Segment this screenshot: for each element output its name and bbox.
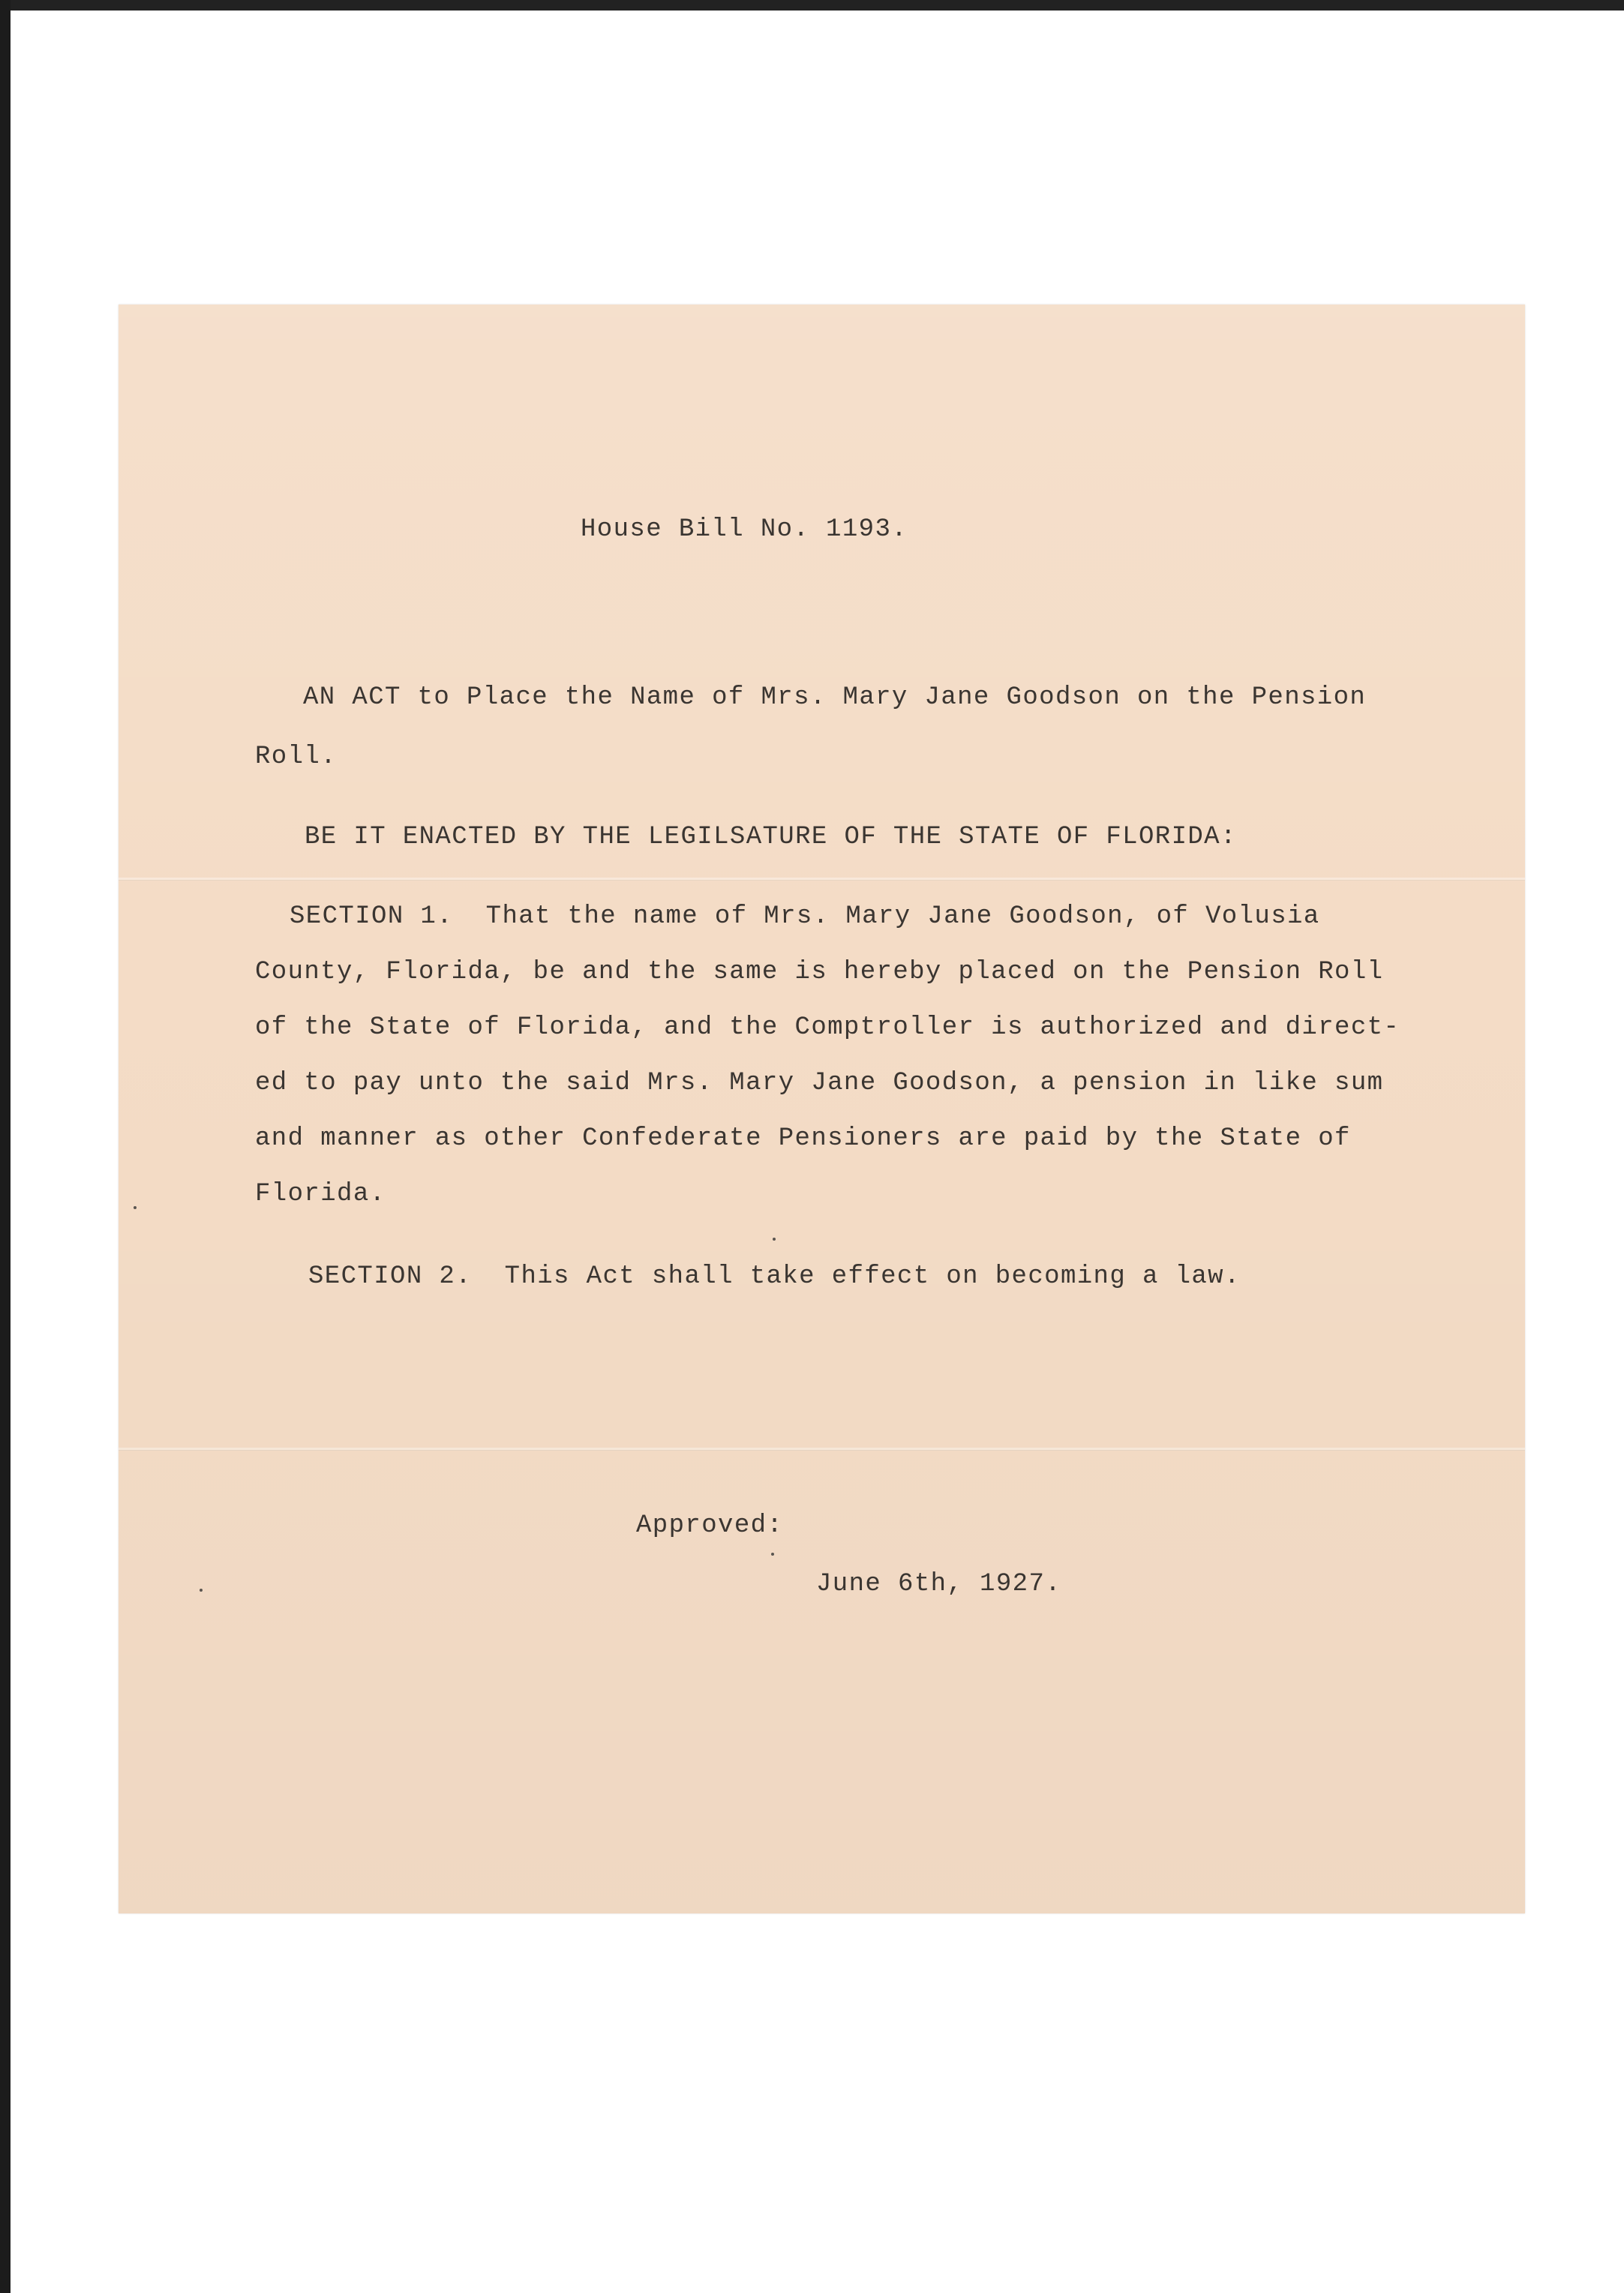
approved-date: June 6th, 1927. xyxy=(816,1570,1062,1598)
bill-title: House Bill No. 1193. xyxy=(581,515,908,544)
scan-border-left xyxy=(0,0,11,2293)
paper-speck xyxy=(134,1206,137,1209)
section-1-line: Florida. xyxy=(255,1180,386,1208)
section-1-line: SECTION 1. That the name of Mrs. Mary Jane Goodson, of Volusia xyxy=(290,902,1320,931)
section-1-line: County, Florida, be and the same is hereby placed on the Pension Roll xyxy=(255,958,1384,986)
act-title-line: AN ACT to Place the Name of Mrs. Mary Jane Goodson on the Pension xyxy=(303,683,1367,712)
section-1-line: and manner as other Confederate Pensioners are paid by the State of xyxy=(255,1124,1351,1153)
scan-border-top xyxy=(0,0,1624,11)
section-1-line: of the State of Florida, and the Comptroller is authorized and direct- xyxy=(255,1013,1400,1042)
enacting-clause: BE IT ENACTED BY THE LEGILSATURE OF THE STATE OF FLORIDA: xyxy=(305,823,1237,851)
paper-speck xyxy=(773,1238,776,1241)
paper-fold-line xyxy=(119,1448,1525,1451)
document-page xyxy=(119,305,1525,1913)
act-title-line: Roll. xyxy=(255,743,338,771)
paper-speck xyxy=(771,1553,774,1556)
paper-speck xyxy=(200,1589,203,1592)
approved-label: Approved: xyxy=(636,1511,784,1540)
section-1-line: ed to pay unto the said Mrs. Mary Jane Goodson, a pension in like sum xyxy=(255,1069,1384,1097)
paper-fold-line xyxy=(119,878,1525,881)
section-2: SECTION 2. This Act shall take effect on becoming a law. xyxy=(308,1262,1241,1291)
